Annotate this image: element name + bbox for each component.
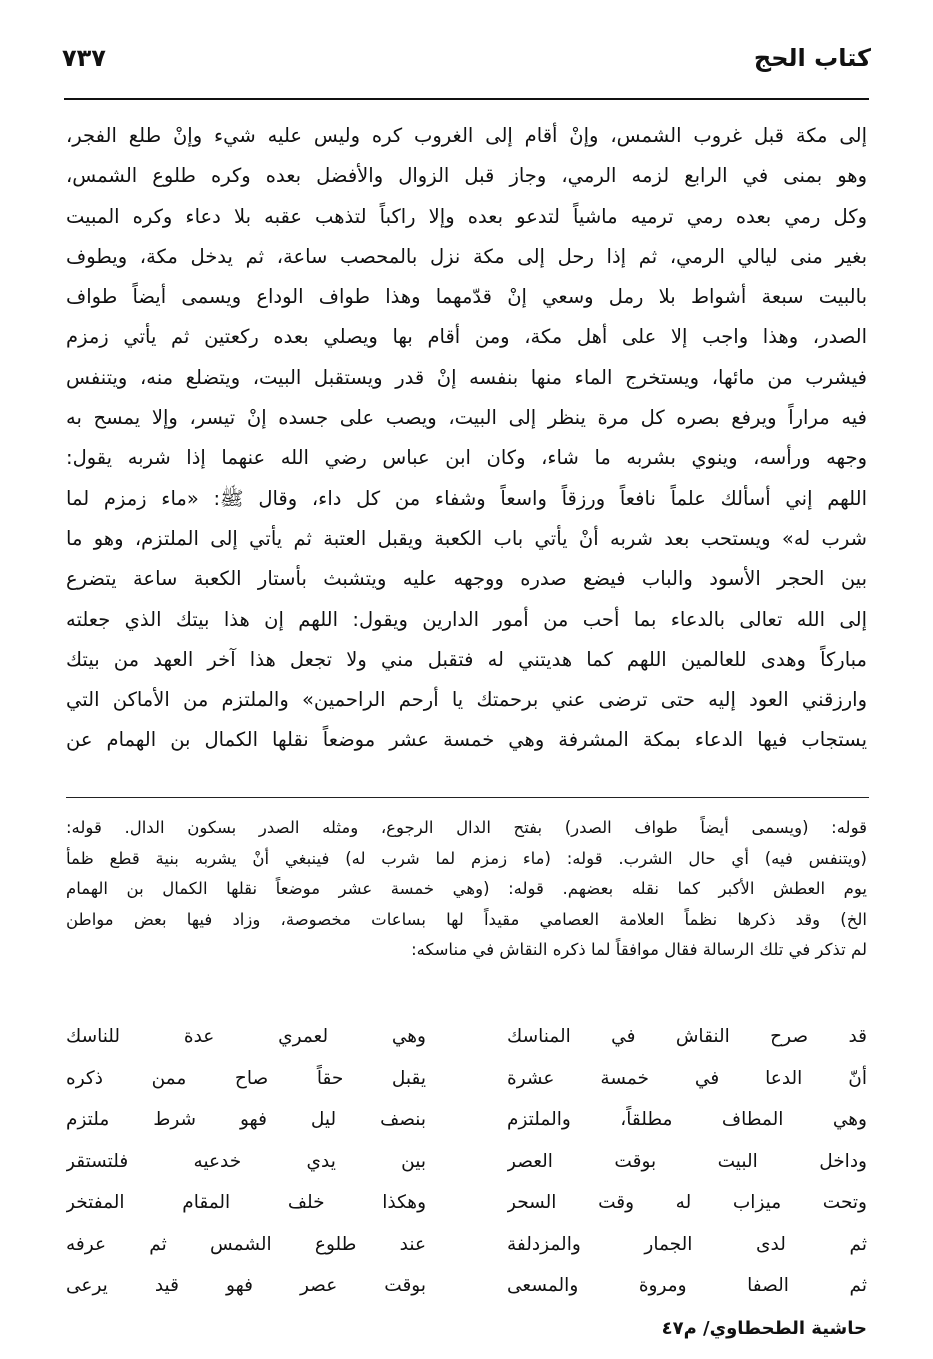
page-header — [62, 40, 871, 90]
main-text-line: إلى الله تعالى بالدعاء بما أحب من أمور الدارين ويقول: اللهم إن هذا بيتك الذي جعلته — [66, 607, 867, 631]
main-text-line: شرب له» ويستحب بعد شربه أنْ يأتي باب الكعبة ويقبل العتبة ثم يأتي إلى الملتزم، وهو ما — [66, 526, 867, 550]
poem-second-hemistich: وهكذا خلف المقام المفتخر — [66, 1192, 426, 1213]
poem-second-hemistich: بنصف ليل فهو شرط ملتزم — [66, 1109, 426, 1130]
main-text-line: بالبيت سبعة أشواط بلا رمل وسعي إنْ قدّمهما وهذا طواف الوداع ويسمى أيضاً طواف — [66, 285, 867, 309]
poem-first-hemistich: قد صرح النقاش في المناسك — [507, 1026, 867, 1047]
main-text-block — [66, 116, 867, 761]
main-text-line: يستجاب فيها الدعاء بمكة المشرفة وهي خمسة عشر موضعاً نقلها الكمال بن الهمام عن — [66, 728, 867, 752]
chapter-title: كتاب الحج — [753, 44, 871, 72]
header-divider — [64, 98, 869, 100]
footnote-line: لم تذكر في تلك الرسالة فقال موافقاً لما ذكره النقاش في مناسكه: — [411, 940, 867, 960]
poem-verse — [66, 1141, 867, 1183]
poem-first-hemistich: ثم الصفا ومروة والمسعى — [507, 1275, 867, 1296]
main-text-line: وكل رمي بعده رمي ترميه ماشياً لتدعو بعده وإلا راكباً لتذهب عقبه بلا دعاء وكره المبيت — [66, 204, 867, 228]
main-text-line: اللهم إني أسألك علماً نافعاً ورزقاً واسعاً وشفاء من كل داء، وقال ﷺ: «ماء زمزم لما — [66, 486, 867, 510]
main-text-line: الصدر، وهذا واجب إلا على أهل مكة، ومن أقام بها ويصلي بعده ركعتين ثم يأتي زمزم — [66, 325, 867, 349]
page-number: ٧٣٧ — [62, 44, 106, 72]
main-text-line: وارزقني العود إليه حتى ترضى عني برحمتك يا أرحم الراحمين» والملتزم من الأماكن التي — [66, 688, 867, 712]
poem-second-hemistich: يقبل حقاً صاح ممن ذكره — [66, 1067, 426, 1089]
poem-first-hemistich: وهي المطاف مطلقاً، والملتزم — [507, 1109, 867, 1130]
main-text-line: فيه مراراً ويرفع بصره كل مرة ينظر إلى البيت، ويصب على جسده إنْ تيسر، وإلا يمسح به — [66, 406, 867, 430]
poem-first-hemistich: ثم لدى الجمار والمزدلفة — [507, 1233, 867, 1255]
poem-first-hemistich: وداخل البيت بوقت العصر — [507, 1150, 867, 1172]
footnote-line: الخ) وقد ذكرها نظماً العلامة العصامي مقيداً لها بساعات مخصوصة، وزاد فيها بعض مواطن — [66, 909, 867, 929]
poem-verse — [66, 1182, 867, 1224]
main-text-line: وهو بمنى في الرابع لزمه الرمي، وجاز قبل الزوال والأفضل بعده وكره طلوع الشمس، — [66, 164, 867, 188]
poem-second-hemistich: بوقت عصر فهو قيد يرعى — [66, 1275, 426, 1296]
main-text-line: فيشرب من مائها، ويستخرج الماء منها بنفسه إنْ قدر ويستقبل البيت، ويتضلع منه، ويتنفس — [66, 365, 867, 389]
poem-verse — [66, 1058, 867, 1100]
poem-second-hemistich: عند طلوع الشمس ثم عرفه — [66, 1233, 426, 1255]
main-text-line: بغير منى ليالي الرمي، ثم إذا رحل إلى مكة نزل بالمحصب ساعة، ثم يدخل مكة، ويطوف — [66, 244, 867, 268]
poem-verse — [66, 1265, 867, 1307]
poem-block — [66, 1016, 867, 1316]
poem-second-hemistich: وهي لعمري عدة للناسك — [66, 1026, 426, 1047]
printer-signature: حاشية الطحطاوي/ م٤٧ — [661, 1318, 867, 1339]
main-text-line: وجهه ورأسه، وينوي بشربه ما شاء، وكان ابن عباس رضي الله عنهما إذا شربه يقول: — [66, 446, 867, 470]
poem-second-hemistich: بين يدي خدعيه فلتستقر — [66, 1150, 426, 1172]
main-text-line: مباركاً وهدى للعالمين اللهم كما هديتني له فتقبل مني ولا تجعل هذا آخر العهد من بيتك — [66, 647, 867, 671]
poem-verse — [66, 1016, 867, 1058]
poem-verse — [66, 1224, 867, 1266]
footnote-line: (ويتنفس فيه) أي حال الشرب. قوله: (ماء زمزم لما شرب له) فينبغي أنْ يشربه بنية قطع ظمأ — [66, 848, 867, 868]
poem-first-hemistich: وتحت ميزاب له وقت السحر — [507, 1192, 867, 1213]
footnote-divider — [66, 797, 869, 798]
main-text-line: إلى مكة قبل غروب الشمس، وإنْ أقام إلى الغروب كره وليس عليه شيء وإنْ طلع الفجر، — [66, 124, 867, 147]
footnote-block — [66, 813, 867, 966]
poem-first-hemistich: أنّ الدعا في خمسة عشرة — [507, 1067, 867, 1089]
poem-verse — [66, 1099, 867, 1141]
footnote-line: يوم العطش الأكبر كما نقله بعضهم. قوله: (وهي خمسة عشر موضعاً نقلها الكمال بن الهمام — [66, 879, 867, 899]
footnote-line: قوله: (ويسمى أيضاً طواف الصدر) بفتح الدال الرجوع، ومثله الصدر بسكون الدال. قوله: — [66, 818, 867, 837]
main-text-line: بين الحجر الأسود والباب فيضع صدره ووجهه عليه ويتشبث بأستار الكعبة ساعة يتضرع — [66, 567, 867, 591]
